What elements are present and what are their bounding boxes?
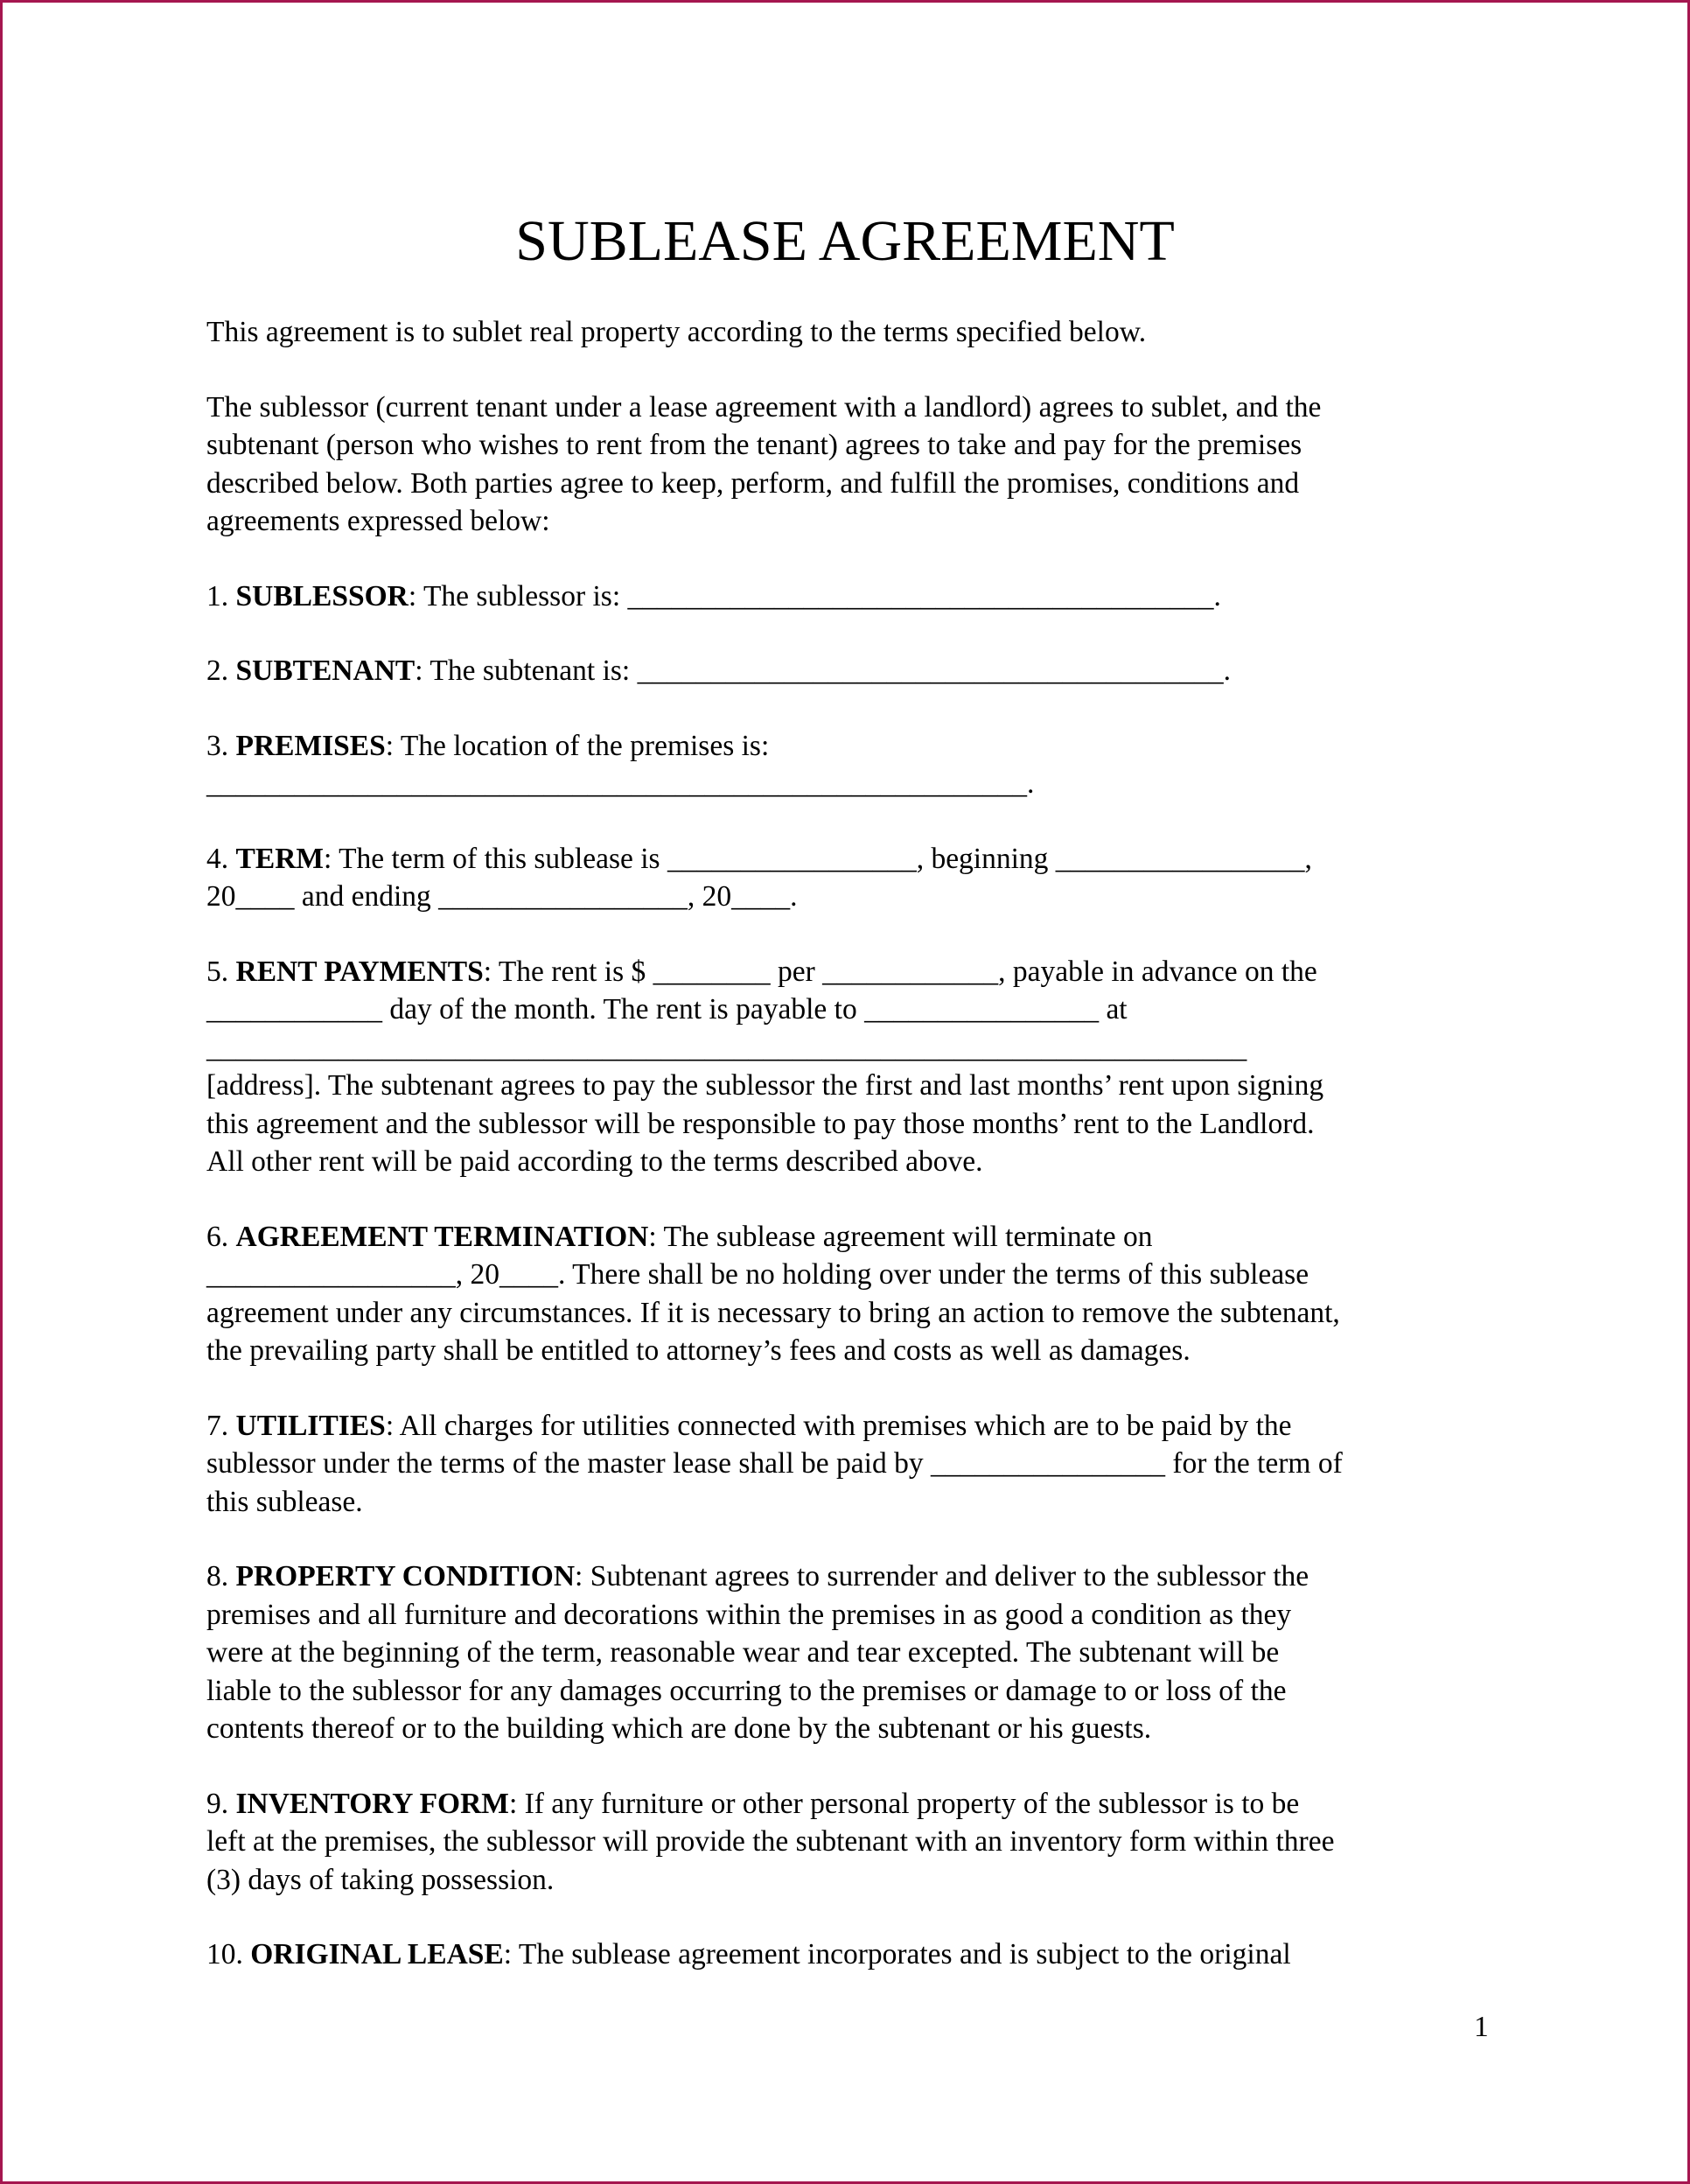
section-property-condition [206,1558,1514,1748]
preamble-paragraph [206,388,1514,541]
section-text: : If any furniture or other personal property of the sublessor is to be [508,1787,1300,1820]
section-text: : The location of the premises is: [385,729,770,762]
section-line: this sublease. [206,1485,363,1518]
section-heading: TERM [235,842,324,875]
section-inventory-form [206,1785,1514,1900]
section-line: the prevailing party shall be entitled to attorney’s fees and costs as well as damages. [206,1334,1191,1367]
section-number: 6. [206,1220,236,1253]
section-line [206,840,1514,878]
section-number: 3. [206,729,236,762]
document-title: SUBLEASE AGREEMENT [515,209,1175,273]
section-line: 20____ and ending _________________, 20____. [206,880,798,913]
section-subtenant [206,652,1514,690]
section-text: : The subtenant is: ________________________________________. [415,654,1231,687]
section-heading: PROPERTY CONDITION [235,1560,576,1592]
section-text: : All charges for utilities connected with premises which are to be paid by the [385,1409,1292,1442]
preamble-line: subtenant (person who wishes to rent from the tenant) agrees to take and pay for the premises [206,429,1302,461]
section-number: 4. [206,842,236,875]
section-line [206,1936,1514,1974]
section-heading: UTILITIES [235,1409,386,1442]
section-line: (3) days of taking possession. [206,1863,555,1896]
section-line: left at the premises, the sublessor will provide the subtenant with an inventory form within three [206,1825,1335,1858]
document-body [206,313,1514,1974]
section-line: premises and all furniture and decorations within the premises in as good a condition as they [206,1598,1292,1631]
section-line [206,953,1514,991]
section-line: agreement under any circumstances. If it is necessary to bring an action to remove the subtenant, [206,1296,1340,1329]
section-line: were at the beginning of the term, reasonable wear and tear excepted. The subtenant will be [206,1636,1280,1669]
section-number: 7. [206,1409,236,1442]
section-number: 1. [206,579,236,612]
section-heading: ORIGINAL LEASE [250,1938,504,1970]
section-term [206,840,1514,916]
preamble-line: agreements expressed below: [206,505,550,537]
section-line: liable to the sublessor for any damages occurring to the premises or damage to or loss of the [206,1674,1287,1707]
section-line: ____________ day of the month. The rent is payable to ________________ at [206,993,1128,1026]
section-line: _______________________________________________________________________ [206,1031,1247,1064]
section-heading: AGREEMENT TERMINATION [235,1220,649,1253]
section-text: : The sublease agreement incorporates and is subject to the original [503,1938,1291,1970]
section-line [206,1218,1514,1256]
section-line [206,1558,1514,1596]
page-number: 1 [1474,2011,1489,2043]
section-text: : The sublessor is: ________________________________________. [408,579,1221,612]
section-line [206,578,1514,616]
section-number: 8. [206,1560,236,1592]
section-line: [address]. The subtenant agrees to pay the sublessor the first and last months’ rent upon signing [206,1069,1324,1102]
section-heading: SUBTENANT [235,654,416,687]
section-text: : The rent is $ ________ per ____________, payable in advance on the [483,955,1317,988]
section-text: : The term of this sublease is _________________, beginning _________________, [324,842,1312,875]
section-original-lease [206,1936,1514,1974]
section-line: this agreement and the sublessor will be responsible to pay those months’ rent to the Landlord. [206,1107,1315,1140]
section-heading: RENT PAYMENTS [235,955,484,988]
section-rent-payments [206,953,1514,1181]
section-number: 2. [206,654,236,687]
section-agreement-termination [206,1218,1514,1370]
section-line: _________________, 20____. There shall be no holding over under the terms of this sublease [206,1258,1309,1291]
section-utilities [206,1407,1514,1522]
section-line [206,727,1514,766]
section-number: 10. [206,1938,251,1970]
section-text: : The sublease agreement will terminate on [648,1220,1153,1253]
section-heading: PREMISES [235,729,386,762]
section-line [206,1785,1514,1824]
section-line: sublessor under the terms of the master lease shall be paid by ________________ for the term of [206,1447,1343,1480]
intro-paragraph: This agreement is to sublet real property according to the terms specified below. [206,316,1147,348]
section-premises [206,727,1514,803]
section-line: ________________________________________________________. [206,767,1035,800]
section-number: 5. [206,955,236,988]
section-sublessor [206,578,1514,616]
section-line: contents thereof or to the building which are done by the subtenant or his guests. [206,1712,1152,1745]
preamble-line: The sublessor (current tenant under a lease agreement with a landlord) agrees to sublet, and the [206,390,1322,424]
section-line [206,1407,1514,1446]
section-line: All other rent will be paid according to the terms described above. [206,1145,983,1178]
section-line [206,652,1514,690]
section-text: : Subtenant agrees to surrender and deliver to the sublessor the [575,1560,1309,1592]
section-heading: INVENTORY FORM [235,1787,509,1820]
section-heading: SUBLESSOR [235,579,409,612]
section-number: 9. [206,1787,236,1820]
preamble-line: described below. Both parties agree to keep, perform, and fulfill the promises, conditions and [206,466,1300,500]
